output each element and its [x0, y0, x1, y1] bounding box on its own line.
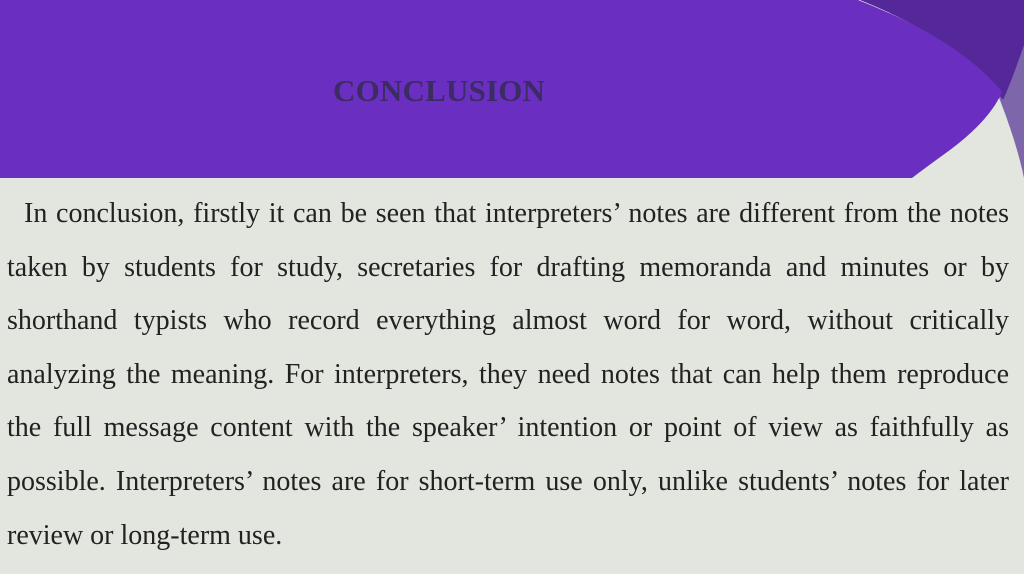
slide-title: CONCLUSION — [333, 73, 546, 108]
body-paragraph: In conclusion, firstly it can be seen that interpreters’ notes are different from the notes taken by students for study, secretaries for drafting memoranda and minutes or by shorthand typists who record everything almost word for word, without critically analyzing the meaning. For interpreters, they need notes that can help them reproduce the full message content with the speaker’ intention or point of view as faithfully as possible. Interpreters’ notes are for short-term use only, unlike students’ notes for later review or long-term use. — [7, 198, 1009, 551]
